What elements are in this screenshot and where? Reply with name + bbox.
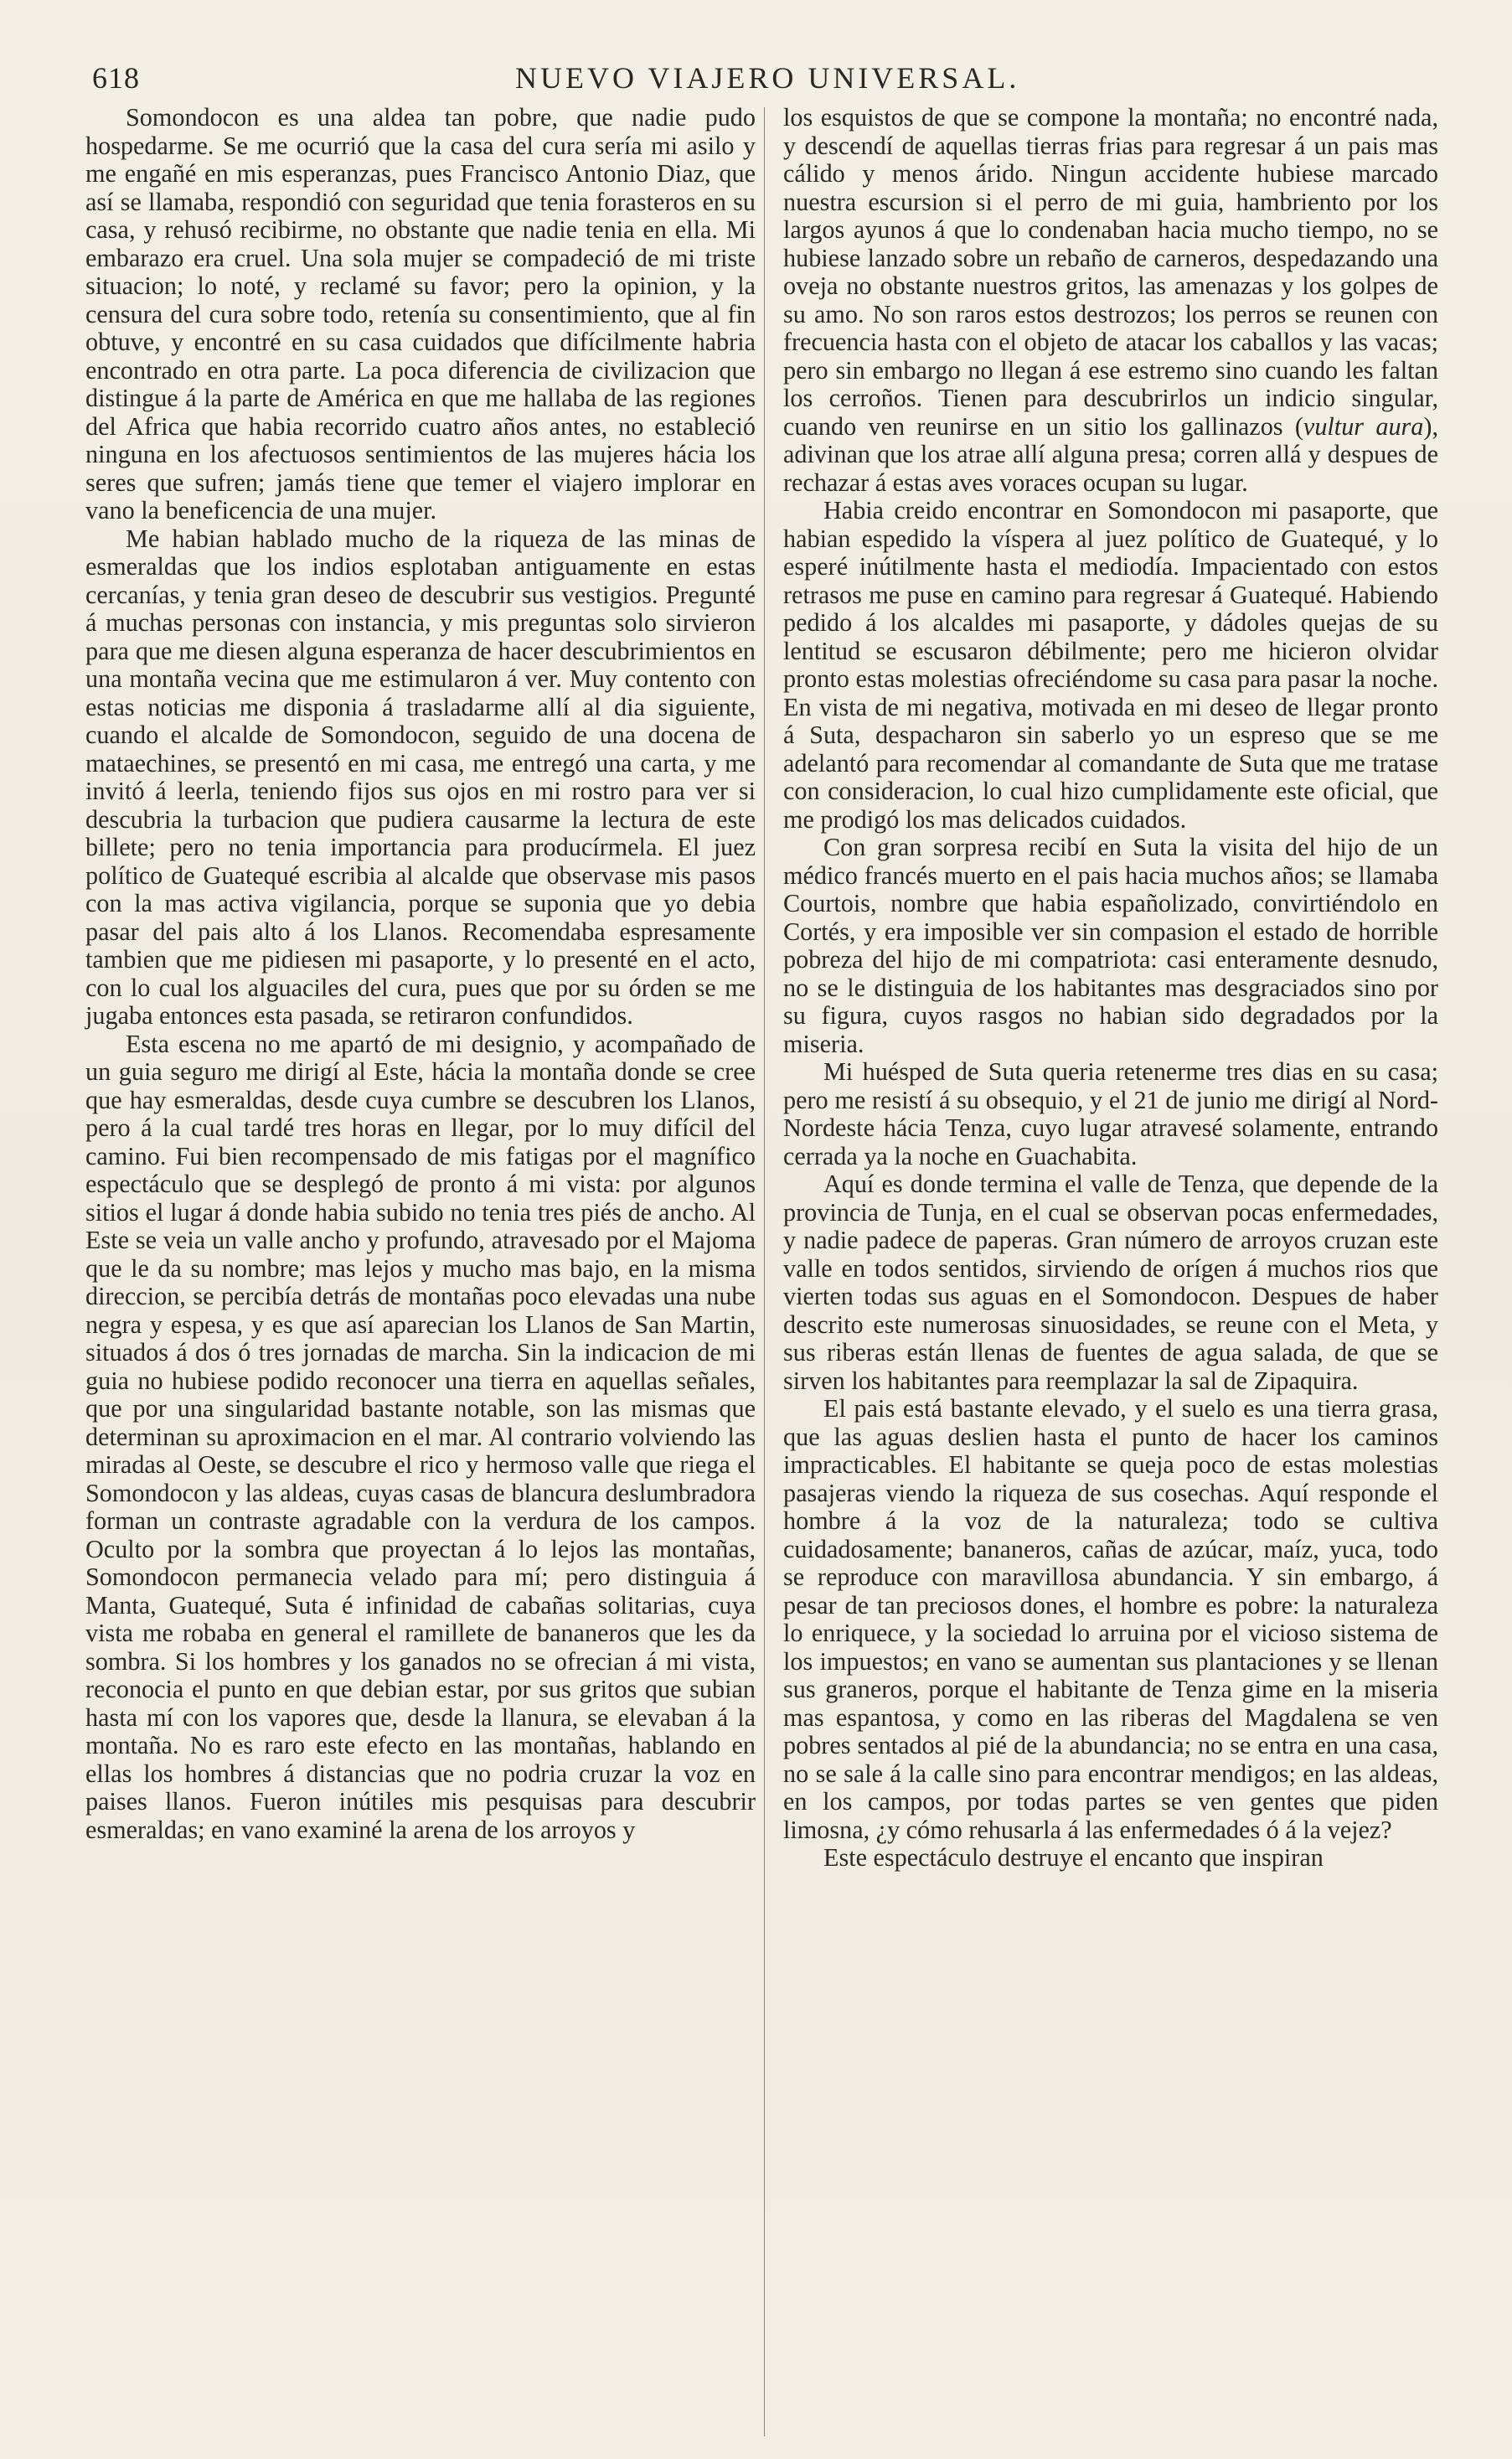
paragraph-montana: Esta escena no me apartó de mi designio, y acompañado de un guia seguro me dirigí al Este, hácia la montaña donde se cree que hay esmeraldas, desde cuya cumbre se descubren los Llanos, pero á la cual tardé tres horas en llegar, por lo muy difícil del camino. Fui bien recompensado de mis fatigas por el magnífico espectáculo que se desplegó de pronto á mi vista: por algunos sitios el lugar á donde habia subido no tenia tres piés de ancho. Al Este se veia un valle ancho y profundo, atravesado por el Majoma que le da su nombre; mas lejos y mucho mas bajo, en la misma direccion, se percibía detrás de montañas poco elevadas una nube negra y espesa, y es que así aparecian los Llanos de San Martin, situados á dos ó tres jornadas de marcha. Sin la indicacion de mi guia no hubiese podido reconocer una tierra en aquellas señales, que por una singularidad bastante notable, son las mismas que determinan su aproximacion en el mar. Al contrario volviendo las miradas al Oeste, se descubre el rico y hermoso valle que riega el Somondocon y las aldeas, cuyas casas de blancura deslumbradora forman un contraste agradable con la verdura de los campos. Oculto por la sombra que proyectan á lo lejos las montañas, Somondocon permanecia velado para mí; pero distinguia á Manta, Guatequé, Suta é infinidad de cabañas solitarias, cuya vista me robaba en general el ramillete de bananeros que les da sombra. Si los hombres y los ganados no se ofrecian á mi vista, reconocia el punto en que debian estar, por sus gritos que subian hasta mí con los vapores que, desde la llanura, se elevaban á la montaña. No es raro este efecto en las montañas, hablando en ellas los hombres á distancias que no podria cruzar la voz en paises llanos. Fueron inútiles mis pesquisas para descubrir esmeraldas; en vano examiné la arena de los arroyos y (85, 1029, 756, 1844)
paragraph-espectaculo: Este espectáculo destruye el encanto que inspiran (823, 1843, 1324, 1872)
left-column (85, 104, 756, 1844)
paragraph-pais: El pais está bastante elevado, y el suelo es una tierra grasa, que las aguas deslien hasta el punto de hacer los caminos impracticables. El habitante se queja poco de estas molestias pasajeras viendo la riqueza de sus cosechas. Aquí responde el hombre á la voz de la naturaleza; todo se cultiva cuidadosamente; bananeros, cañas de azúcar, maíz, yuca, todo se reproduce con maravillosa abundancia. Y sin embargo, á pesar de tan preciosos dones, el hombre es pobre: la naturaleza lo enriquece, y la sociedad lo arruina por el vicioso sistema de los impuestos; en vano se aumentan sus plantaciones y se llenan sus graneros, porque el habitante de Tenza gime en la miseria mas espantosa, y como en las riberas del Magdalena se ven pobres sentados al pié de la abundancia; no se entra en una casa, no se sale á la calle sino para encontrar mendigos; en las aldeas, en los campos, por todas partes se ven gentes que piden limosna, ¿y cómo rehusarla á las enfermedades ó á la vejez? (783, 1394, 1438, 1844)
paragraph-tenza: Aquí es donde termina el valle de Tenza, que depende de la provincia de Tunja, en el cual se observan pocas enfermedades, y nadie padece de paperas. Gran número de arroyos cruzan este valle en todos sentidos, sirviendo de orígen á muchos rios que vierten todas sus aguas en el Somondocon. Despues de haber descrito este numerosas sinuosidades, se reune con el Meta, y sus riberas están llenas de fuentes de agua salada, de que se sirven los habitantes para reemplazar la sal de Zipaquira. (783, 1170, 1438, 1395)
paragraph-somondocon: Somondocon es una aldea tan pobre, que nadie pudo hospedarme. Se me ocurrió que la casa del cura sería mi asilo y me engañé en mis esperanzas, pues Francisco Antonio Diaz, que así se llamaba, respondió con seguridad que tenia forasteros en su casa, y rehusó recibirme, no obstante que nadie tenia en ella. Mi embarazo era cruel. Una sola mujer se compadeció de mi triste situacion; lo noté, y reclamé su favor; pero la opinion, y la censura del cura sobre todo, retenía su consentimiento, que al fin obtuve, y encontré en su casa cuidados que difícilmente habria encontrado en otra parte. La poca diferencia de civilizacion que distingue á la parte de América en que me hallaba de las regiones del Africa que habia recorrido cuatro años antes, no estableció ninguna en los afectuosos sentimientos de las mujeres hácia los seres que sufren; jamás tiene que temer el viajero implorar en vano la beneficencia de una mujer. (85, 103, 756, 524)
italic-term: vultur aura (1303, 411, 1424, 441)
paragraph-esmeraldas: Me habian hablado mucho de la riqueza de las minas de esmeraldas que los indios esplotaban antiguamente en estas cercanías, y tenia gran deseo de descubrir sus vestigios. Pregunté á muchas personas con instancia, y mis preguntas solo sirvieron para que me diesen alguna esperanza de hacer descubrimientos en una montaña vecina que me estimularon á ver. Muy contento con estas noticias me disponia á trasladarme allí al dia siguiente, cuando el alcalde de Somondocon, seguido de una docena de mataechines, se presentó en mi casa, me entregó una carta, y me invitó á leerla, teniendo fijos sus ojos en mi rostro para ver si descubria la turbacion que pudiera causarme la lectura de este billete; pero no tenia importancia para producírmela. El juez político de Guatequé escribia al alcalde que observase mis pasos con la mas activa vigilancia, porque se suponia que yo debia pasar del pais alto á los Llanos. Recomendaba espresamente tambien que me pidiesen mi pasaporte, y lo presenté en el acto, con lo cual los alguaciles del cura, pues que por su órden se me jugaba entonces esta pasada, se retiraron confundidos. (85, 524, 756, 1030)
running-title: NUEVO VIAJERO UNIVERSAL. (515, 61, 1020, 95)
paragraph-pasaporte: Habia creido encontrar en Somondocon mi pasaporte, que habian espedido la víspera al juez político de Guatequé, y lo esperé inútilmente hasta el mediodía. Impacientado con estos retrasos me puse en camino para regresar á Guatequé. Habiendo pedido á los alcaldes mi pasaporte, y dádoles quejas de su lentitud se escusaron débilmente; pero me hicieron olvidar pronto estas molestias ofreciéndome su casa para pasar la noche. En vista de mi negativa, motivada en mi deseo de llegar pronto á Suta, despacharon sin saberlo yo un espreso que se me adelantó para recomendar al comandante de Suta que me tratase con consideracion, lo cual hizo cumplidamente este oficial, que me prodigó los mas delicados cuidados. (783, 496, 1438, 834)
paragraph-courtois: Con gran sorpresa recibí en Suta la visita del hijo de un médico francés muerto en el pais hacia muchos años; se llamaba Courtois, nombre que habia españolizado, convirtiéndolo en Cortés, y era imposible ver sin compasion el estado de horrible pobreza del hijo de mi compatriota: casi enteramente desnudo, no se le distinguia de los habitantes mas desgraciados sino por su figura, cuyos rasgos no habian sido degradados por la miseria. (783, 833, 1438, 1058)
paragraph-esquistos (783, 104, 1438, 497)
paragraph-huesped: Mi huésped de Suta queria retenerme tres dias en su casa; pero me resistí á su obsequio, y el 21 de junio me dirigí al Nord-Nordeste hácia Tenza, cuyo lugar atravesé solamente, entrando cerrada ya la noche en Guachabita. (783, 1057, 1438, 1170)
text-segment: los esquistos de que se compone la montaña; no encontré nada, y descendí de aquellas tierras frias para regresar á un pais mas cálido y menos árido. Ningun accidente hubiese marcado nuestra escursion si el perro de mi guia, hambriento por los largos ayunos á que lo condenaban hacia mucho tiempo, no se hubiese lanzado sobre un rebaño de carneros, despedazando una oveja no obstante nuestros gritos, las amenazas y los golpes de su amo. No son raros estos destrozos; los perros se reunen con frecuencia hasta con el objeto de atacar los caballos y las vacas; pero sin embargo no llegan á ese estremo sino cuando les faltan los cerroños. Tienen para descubrirlos un indicio singular, cuando ven reunirse en un sitio los gallinazos ( (783, 103, 1438, 441)
text-segment: ), adivinan que los atrae allí alguna presa; corren allá y despues de rechazar á estas aves voraces ocupan su lugar. (783, 411, 1438, 497)
column-divider (764, 107, 765, 2436)
page-header (92, 60, 1441, 102)
right-column (783, 104, 1438, 1873)
page-number: 618 (92, 61, 140, 95)
